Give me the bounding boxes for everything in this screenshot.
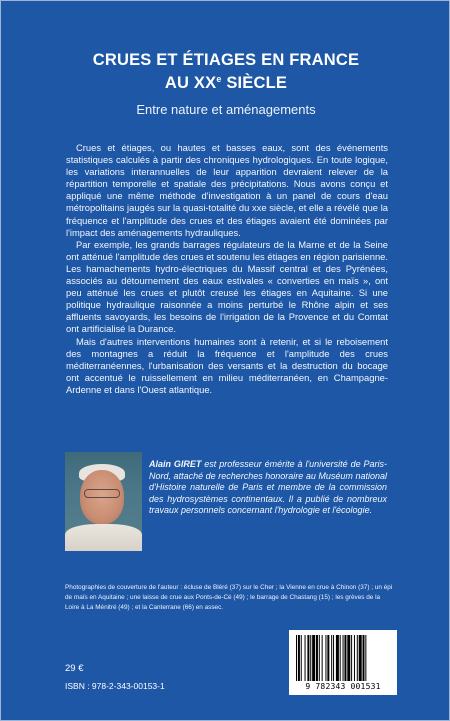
barcode-bar — [305, 635, 306, 681]
barcode-bar — [331, 635, 332, 681]
barcode-bar — [365, 635, 366, 681]
author-photo-shirt — [65, 524, 142, 551]
barcode-bar — [336, 635, 339, 681]
barcode-bar — [347, 635, 350, 681]
author-name: Alain GIRET — [149, 459, 202, 469]
barcode-bar — [319, 635, 320, 681]
author-bio — [149, 459, 387, 517]
barcode-bar — [307, 635, 309, 681]
author-bio-text: est professeur émérite à l'université de Paris-Nord, attaché de recherches honoraire au Muséum national d'Histoire naturelle de Paris et membre de la commission des hydrosystèmes continentaux. Il a publié de nombreux travaux personnels concernant l'hydrologie et l'écologie. — [149, 459, 387, 516]
price: 29 € — [65, 663, 84, 674]
author-photo-glasses — [84, 489, 120, 498]
barcode-bar — [354, 635, 355, 681]
author-photo — [65, 452, 142, 551]
barcode — [289, 630, 397, 695]
barcode-bar — [363, 635, 365, 681]
barcode-bar — [312, 635, 315, 681]
summary-paragraph-2: Par exemple, les grands barrages régulateurs de la Marne et de la Seine ont atténué l'amplitude des crues et soutenu les étiages en région parisienne. Les hamachements hydro-électriques du Massif central et des Pyrénées, associés au détournement des eaux estivales « converties en maïs », ont peu atténué les crues et plutôt creusé les étiages en Aquitaine. Si une politique hydraulique raisonnée a moins perturbé le Rhône alpin et ses affluents savoyards, les besoins de l'irrigation de la Provence et du Comtat ont artificialisé la Durance. — [66, 238, 388, 335]
barcode-bar — [359, 635, 362, 681]
book-title-line-2 — [1, 69, 450, 93]
barcode-bar — [316, 635, 318, 681]
summary-text — [66, 142, 388, 396]
barcode-bar — [301, 635, 302, 681]
barcode-bar — [333, 635, 334, 681]
barcode-bar — [322, 635, 323, 681]
photo-credits: Photographies de couverture de l'auteur : écluse de Bléré (37) sur le Cher ; la Vienne en crue à Chinon (37) ; un épi de maïs en Aquitaine ; une laisse de crue aux Ponts-de-Cé (49) ; le barrage de Chastang (15) ; les grèves de la Loire à La Ménitré (49) ; et la Canterrane (66) en assec. — [65, 584, 393, 612]
barcode-bar — [298, 635, 300, 681]
book-title-line-1: CRUES ET ÉTIAGES EN FRANCE — [92, 51, 360, 69]
title-century-superscript: e — [216, 74, 222, 84]
isbn: ISBN : 978-2-343-00153-1 — [65, 681, 165, 691]
barcode-bar — [296, 635, 297, 681]
summary-paragraph-1: Crues et étiages, ou hautes et basses eaux, sont des événements statistiques calculés à partir des chroniques hydrologiques. En toute logique, les variations interannuelles de leur apparition devraient relever de la répartition temporelle et spatiale des précipitations. Nous avons conçu et appliqué une même méthode d'investigation à un panel de cours d'eau métropolitains jaugés sur la quasi-totalité du xxe siècle, et elle a révélé que la fréquence et l'amplitude des crues et des étiages avaient été dominées par l'impact des aménagements hydrauliques. — [66, 142, 388, 238]
barcode-bar — [351, 635, 352, 681]
barcode-digits: 9 782343 001531 — [305, 682, 381, 691]
barcode-bar — [327, 635, 329, 681]
barcode-bars — [296, 635, 390, 681]
barcode-bar — [344, 635, 346, 681]
barcode-bar — [340, 635, 341, 681]
barcode-bar — [325, 635, 326, 681]
barcode-bar — [310, 635, 311, 681]
summary-paragraph-3: Mais d'autres interventions humaines sont à retenir, et si le reboisement des montagnes a réduit la fréquence et l'amplitude des crues méditerranéennes, l'urbanisation des versants et la destruction du bocage ont accentué le ruissellement en milieu méditerranéen, en Champagne-Ardenne et dans l'Ouest atlantique. — [66, 335, 388, 395]
barcode-bar — [343, 635, 344, 681]
book-subtitle: Entre nature et aménagements — [136, 102, 316, 117]
title-line-2-end: SIÈCLE — [221, 74, 288, 92]
barcode-bar — [357, 635, 358, 681]
title-line-2-main: AU XX — [164, 74, 217, 92]
